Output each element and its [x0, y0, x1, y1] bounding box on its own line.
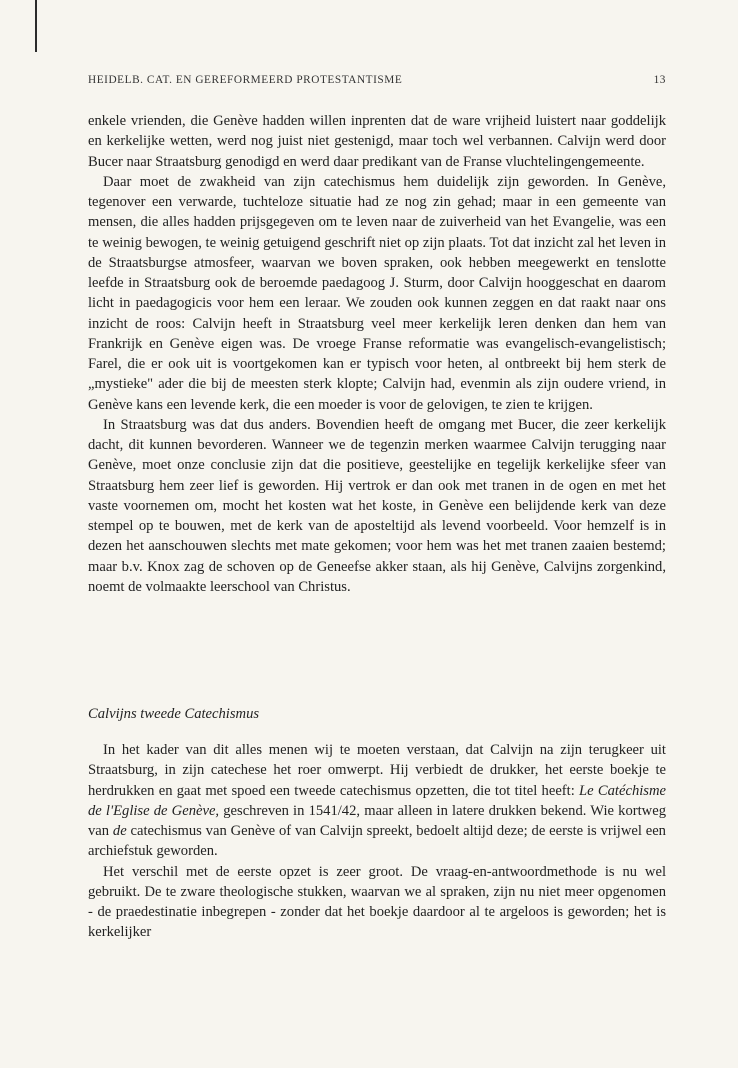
paragraph: In Straatsburg was dat dus anders. Bovendien heeft de omgang met Bucer, die zeer kerkelijk dacht, dit kunnen bevorderen. Wanneer we de tegenzin merken waarmee Calvijn terugging naar Genève, moet onze conclusie zijn dat die positieve, geestelijke en tegelijk kerkelijke sfeer van Straatsburg hem zeer lief is geworden. Hij vertrok er dan ook met tranen in de ogen en met het vaste voornemen om, mocht het kosten wat het koste, in Genève een belijdende kerk van deze stempel op te bouwen, met de kerk van de aposteltijd als levend voorbeeld. Voor hemzelf is in dezen het aanschouwen slechts met mate gekomen; voor hem was het met tranen zaaien bestemd; maar b.v. Knox zag de schoven op de Geneefse akker staan, als hij Genève, Calvijns zorgenkind, noemt de volmaakte leerschool van Christus. [88, 416, 666, 595]
catechism-title: Le Catéchisme de l'Eglise de Genève, [88, 782, 666, 819]
running-header [88, 74, 666, 86]
paragraph: enkele vrienden, die Genève hadden willen inprenten dat de ware vrijheid luistert naar goddelijk en kerkelijke wetten, werd nog juist niet gestenigd, maar toch wel verbannen. Calvijn werd door Bucer naar Straatsburg genodigd en werd daar predikant van de Franse vluchtelingengemeente. [88, 113, 666, 170]
paragraph-text: geschreven in 1541/42, maar alleen in latere drukken bekend. Wie kortweg van [88, 802, 666, 839]
paragraph-text: catechismus van Genève of van Calvijn spreekt, bedoelt altijd deze; de eerste is vrijwel een archiefstuk geworden. [88, 823, 666, 860]
paragraph [88, 740, 666, 862]
emphasis: de [112, 823, 127, 839]
section-text [88, 740, 666, 943]
paragraph: Het verschil met de eerste opzet is zeer groot. De vraag-en-antwoordmethode is nu wel gebruikt. De te zware theologische stukken, waarvan we al spraken, zijn nu niet meer opgenomen - de praedestinatie inbegrepen - zonder dat het boekje daardoor al te argeloos is geworden; het is kerkelijker [88, 863, 666, 941]
scan-margin-line [35, 0, 37, 52]
running-title: HEIDELB. CAT. EN GEREFORMEERD PROTESTANTISME [88, 74, 403, 86]
paragraph-text: In het kader van dit alles menen wij te moeten verstaan, dat Calvijn na zijn terugkeer uit Straatsburg, in zijn catechese het roer omwerpt. Hij verbiedt de drukker, het eerste boekje te herdrukken en gaat met spoed een tweede catechismus opzetten, die tot titel heeft: [88, 742, 666, 799]
section-heading: Calvijns tweede Catechismus [88, 706, 260, 722]
page-number: 13 [653, 74, 666, 86]
paragraph: Daar moet de zwakheid van zijn catechismus hem duidelijk zijn geworden. In Genève, tegenover een verwarde, tuchteloze situatie had ze nog zin gehad; maar in een gemeente van mensen, die alles hadden prijsgegeven om te leven naar de zuiverheid van het Evangelie, was een te weinig bewogen, te weinig getuigend geschrift niet op zijn plaats. Tot dat inzicht zal het leven in de Straatsburgse atmosfeer, waarvan we boven spraken, ook hebben meegewerkt en tenslotte leefde in Straatsburg ook de beroemde paedagoog J. Sturm, door Calvijn hooggeschat en daarom licht in paedagogicis voor hem een leraar. We zouden ook kunnen zeggen en dat raakt naar ons inzicht de roos: Calvijn heeft in Straatsburg veel meer kerkelijk leren denken dan hem van Frankrijk en Genève eigen was. De vroege Franse reformatie was evangelisch-evangelistisch; Farel, die er ook uit is voortgekomen kan er typisch voor heten, al ontbreekt bij hem sterk de „mystieke" ader die bij de meesten sterk klopte; Calvijn had, evenmin als zijn oudere vriend, in Genève kans een levende kerk, die een moeder is voor de gelovigen, te zien te krijgen. [88, 173, 666, 413]
body-text [88, 111, 666, 597]
